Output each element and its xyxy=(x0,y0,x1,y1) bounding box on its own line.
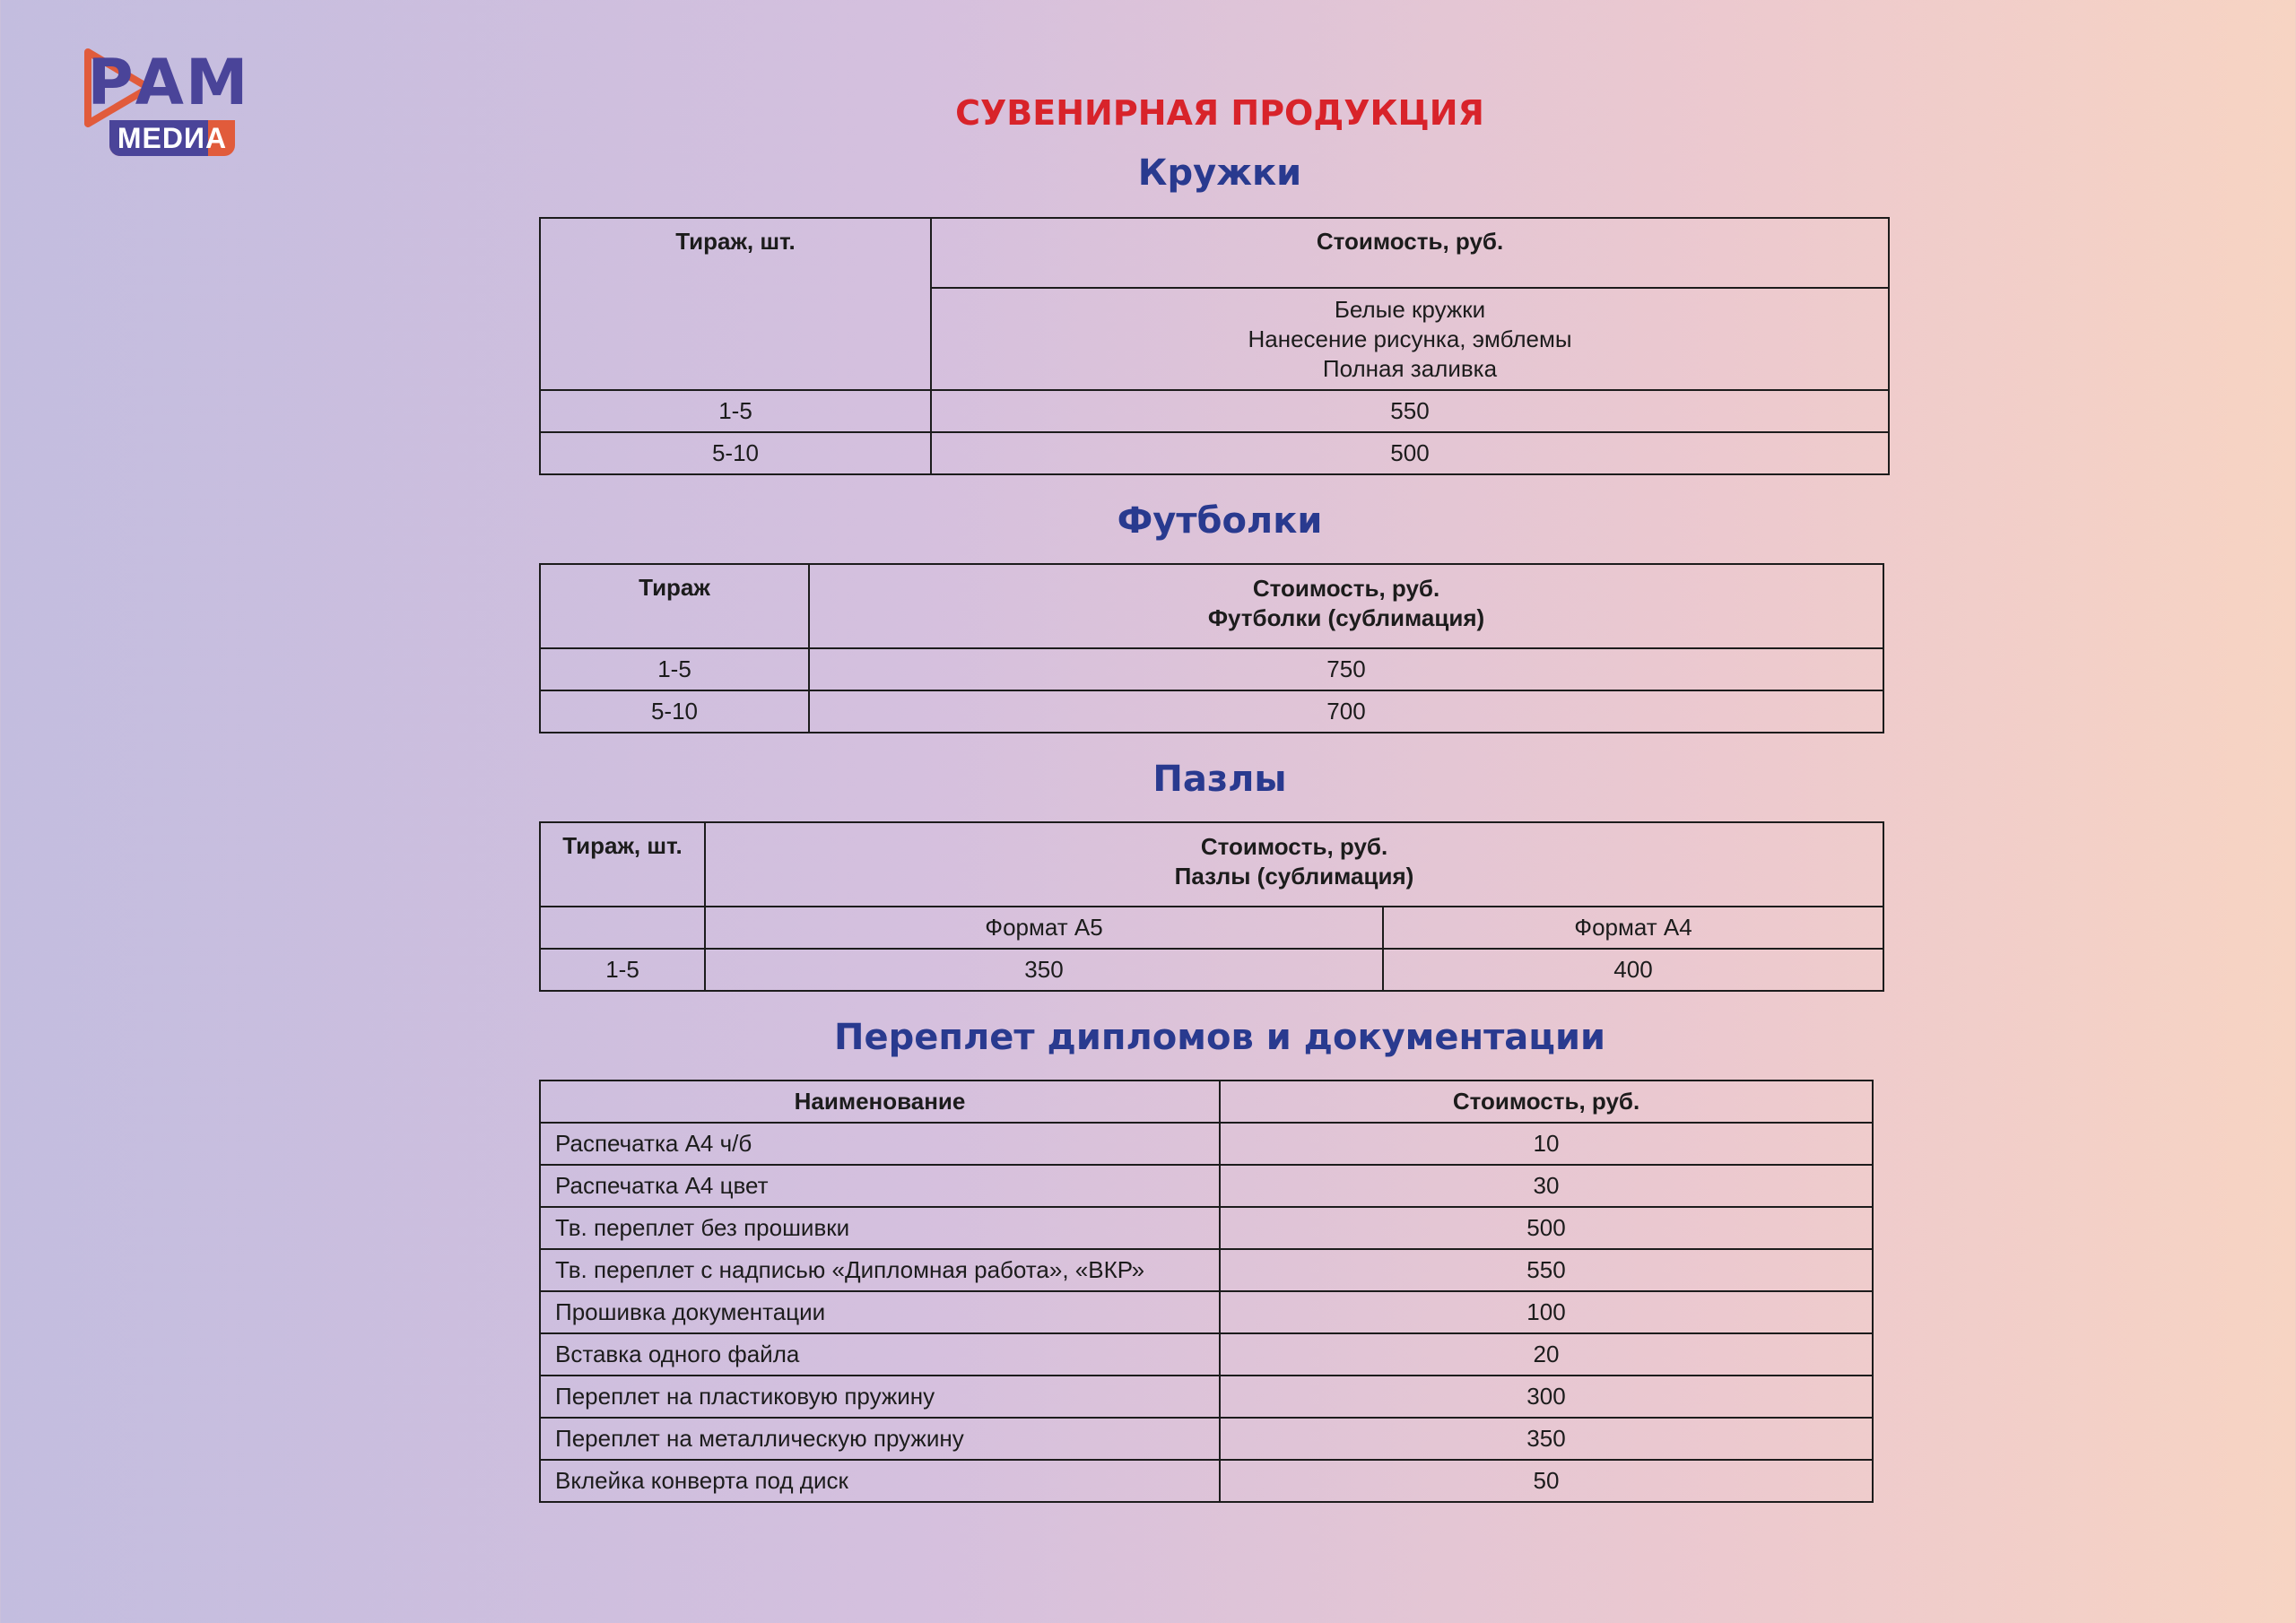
binding-item-name: Переплет на пластиковую пружину xyxy=(540,1376,1220,1418)
binding-item-price: 10 xyxy=(1220,1123,1873,1165)
page-title: СУВЕНИРНАЯ ПРОДУКЦИЯ xyxy=(955,93,1484,133)
puzzles-header-run: Тираж, шт. xyxy=(540,822,705,907)
table-row xyxy=(540,1418,1873,1460)
mugs-price: 550 xyxy=(931,390,1889,432)
puzzles-header-cost xyxy=(705,822,1883,907)
mugs-subheader-line2: Нанесение рисунка, эмблемы xyxy=(1248,325,1572,352)
logo-main-text: РАМ xyxy=(87,46,250,119)
mugs-price: 500 xyxy=(931,432,1889,474)
tshirts-table xyxy=(539,563,1884,733)
binding-item-price: 50 xyxy=(1220,1460,1873,1502)
binding-item-name: Распечатка А4 цвет xyxy=(540,1165,1220,1207)
mugs-subheader-line3: Полная заливка xyxy=(1322,354,1498,382)
tshirts-run: 5-10 xyxy=(540,690,809,733)
tshirts-header-cost xyxy=(809,564,1883,648)
mugs-subheader-line1: Белые кружки xyxy=(1334,295,1486,323)
table-row xyxy=(540,1460,1873,1502)
binding-item-name: Прошивка документации xyxy=(540,1291,1220,1333)
binding-item-price: 30 xyxy=(1220,1165,1873,1207)
table-row xyxy=(540,949,1883,991)
binding-item-name: Тв. переплет с надписью «Дипломная работа», «ВКР» xyxy=(540,1249,1220,1291)
binding-header-cost: Стоимость, руб. xyxy=(1220,1081,1873,1123)
logo-badge-text: MEDИA xyxy=(117,122,228,154)
puzzles-header-cost-line1: Стоимость, руб. xyxy=(1200,833,1388,860)
binding-item-price: 550 xyxy=(1220,1249,1873,1291)
binding-header-name: Наименование xyxy=(540,1081,1220,1123)
binding-item-price: 350 xyxy=(1220,1418,1873,1460)
table-row xyxy=(540,1165,1873,1207)
table-row xyxy=(540,907,1883,949)
table-row xyxy=(540,1376,1873,1418)
puzzles-table xyxy=(539,821,1884,992)
tshirts-header-run: Тираж xyxy=(540,564,809,648)
binding-item-name: Вклейка конверта под диск xyxy=(540,1460,1220,1502)
section-title-tshirts: Футболки xyxy=(1117,500,1323,542)
binding-item-name: Тв. переплет без прошивки xyxy=(540,1207,1220,1249)
section-title-binding: Переплет дипломов и документации xyxy=(834,1017,1605,1058)
puzzles-format-empty xyxy=(540,907,705,949)
puzzles-format-a4: Формат А4 xyxy=(1383,907,1883,949)
binding-item-name: Распечатка А4 ч/б xyxy=(540,1123,1220,1165)
table-row xyxy=(540,1123,1873,1165)
mugs-subheader xyxy=(931,288,1889,390)
binding-table xyxy=(539,1080,1874,1503)
table-row xyxy=(540,1333,1873,1376)
mugs-header-cost: Стоимость, руб. xyxy=(931,218,1889,288)
mugs-run: 5-10 xyxy=(540,432,931,474)
tshirts-price: 750 xyxy=(809,648,1883,690)
binding-item-name: Переплет на металлическую пружину xyxy=(540,1418,1220,1460)
binding-item-price: 20 xyxy=(1220,1333,1873,1376)
puzzles-header-cost-line2: Пазлы (сублимация) xyxy=(1174,863,1414,890)
puzzles-price-a4: 400 xyxy=(1383,949,1883,991)
table-row xyxy=(540,1207,1873,1249)
tshirts-price: 700 xyxy=(809,690,1883,733)
table-row xyxy=(540,432,1889,474)
mugs-run: 1-5 xyxy=(540,390,931,432)
puzzles-run: 1-5 xyxy=(540,949,705,991)
puzzles-price-a5: 350 xyxy=(705,949,1383,991)
section-title-puzzles: Пазлы xyxy=(1152,759,1287,800)
tshirts-run: 1-5 xyxy=(540,648,809,690)
table-row xyxy=(540,1249,1873,1291)
table-row xyxy=(540,1291,1873,1333)
mugs-header-run: Тираж, шт. xyxy=(540,218,931,390)
binding-item-name: Вставка одного файла xyxy=(540,1333,1220,1376)
table-row xyxy=(540,390,1889,432)
table-row xyxy=(540,690,1883,733)
table-row xyxy=(540,648,1883,690)
mugs-table xyxy=(539,217,1890,475)
tshirts-header-cost-line1: Стоимость, руб. xyxy=(1252,575,1440,602)
binding-item-price: 100 xyxy=(1220,1291,1873,1333)
section-title-mugs: Кружки xyxy=(1137,152,1302,194)
puzzles-format-a5: Формат А5 xyxy=(705,907,1383,949)
binding-item-price: 500 xyxy=(1220,1207,1873,1249)
binding-item-price: 300 xyxy=(1220,1376,1873,1418)
tshirts-header-cost-line2: Футболки (сублимация) xyxy=(1207,604,1485,631)
